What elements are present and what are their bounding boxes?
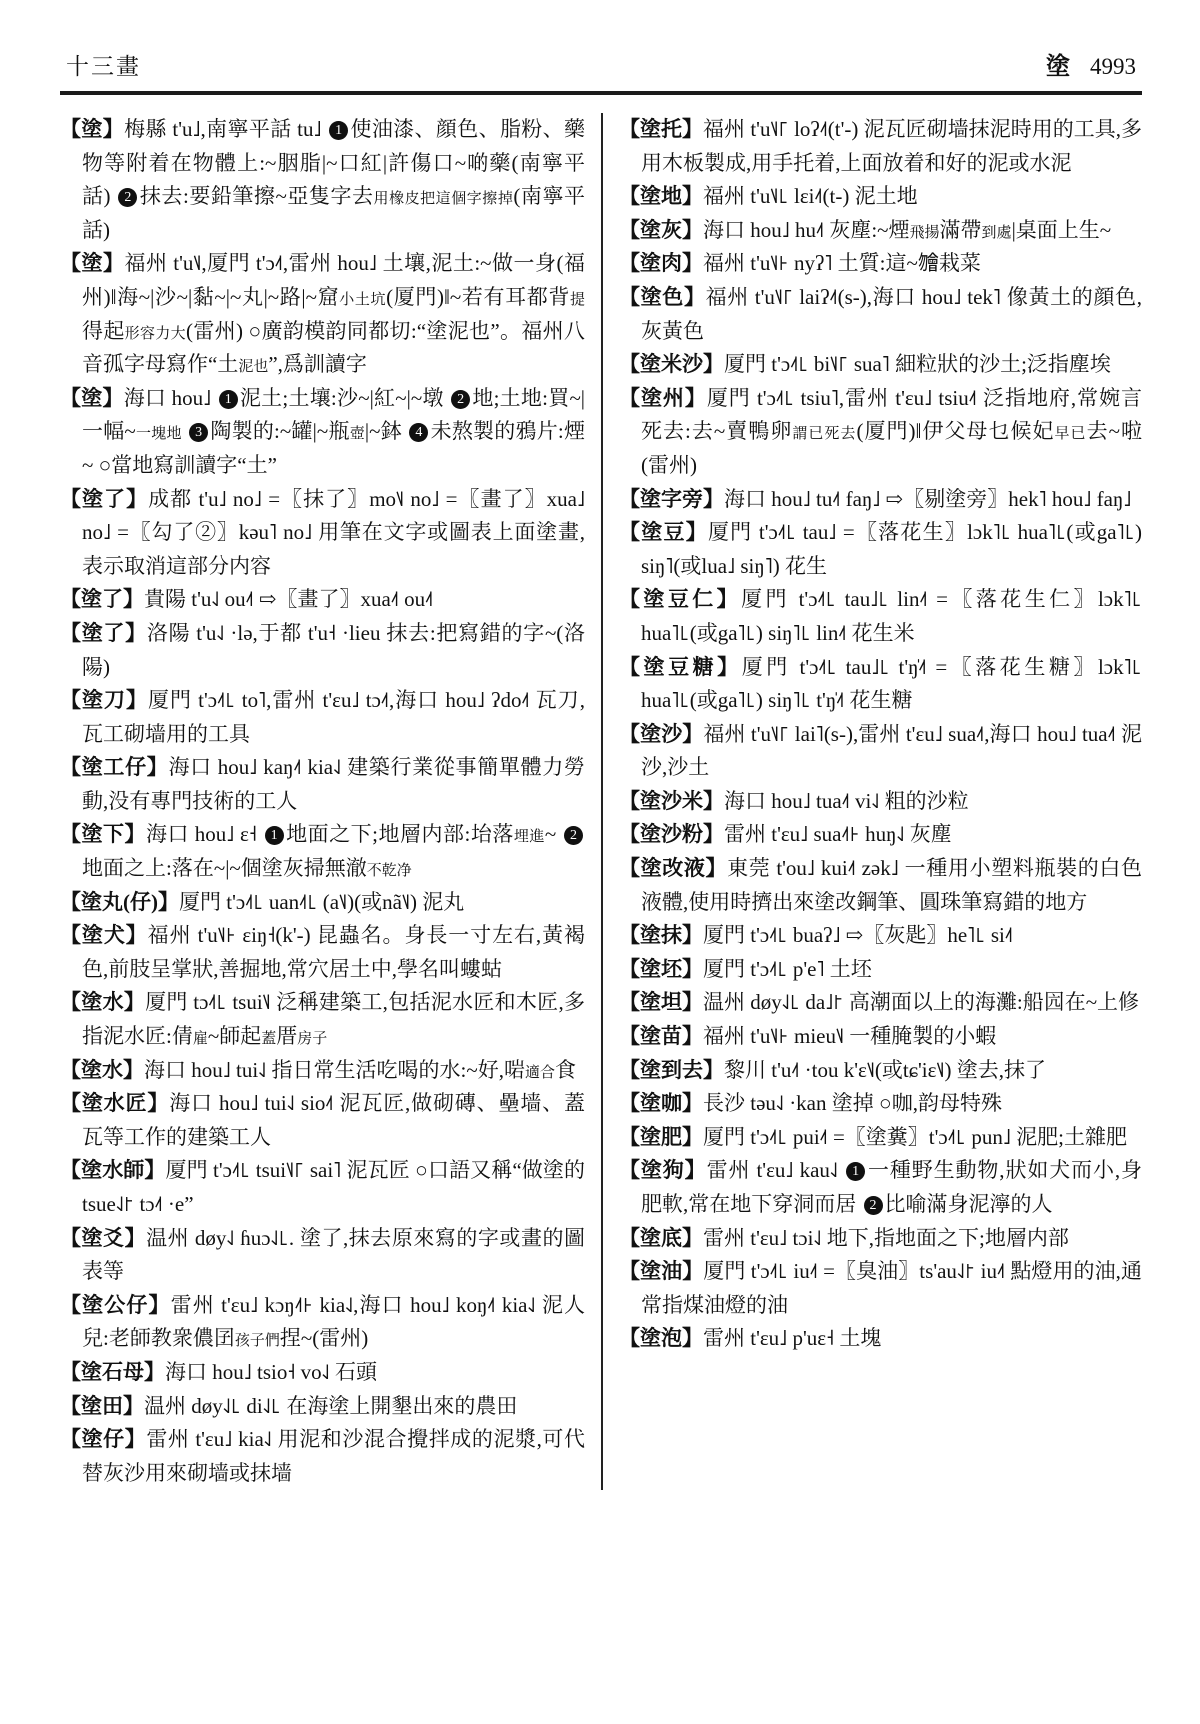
entry-text: 陶製的:~罐|~瓶	[210, 419, 350, 444]
dict-entry	[60, 113, 585, 247]
entry-headword: 【塗了】	[60, 486, 149, 511]
entry-text: 厦門 t'ɔ˨˦꜖ tau˩꜖ lin˨˦ =〖落花生仁〗lɔk˥꜖ hua˥꜖(或ga˥꜖) siŋ˥꜖ lin˨˦ 花生米	[641, 587, 1142, 645]
dict-entry	[60, 818, 585, 885]
entry-headword: 【塗咖】	[619, 1091, 703, 1116]
dict-entry	[619, 1255, 1142, 1322]
entry-text: 洛陽 t'u˨˩ ·lə,于都 t'u˧ ·lieu 抹去:把寫錯的字~(洛陽)	[82, 620, 586, 679]
entry-text: 海口 hou˩ kaŋ˨˦ kia˨˩ 建築行業從事簡單體力勞動,没有專門技術的工人	[82, 755, 586, 813]
entry-text: 厦門 t'ɔ˨˦꜖ iu˨˦ =〖臭油〗ts'au˨˩꜓ iu˨˦ 點燈用的油,通常指煤油燈的油	[641, 1259, 1143, 1317]
entry-text: 黎川 t'u˨˦ ·tou k'ɛ˥˩(或tɕ'iɛ˥˩) 塗去,抹了	[724, 1057, 1046, 1082]
entry-text: 厦門 t'ɔ˨˦꜖ p'e˥ 土坯	[703, 956, 872, 981]
entry-headword: 【塗】	[60, 385, 124, 410]
entry-text: 比喻滿身泥濘的人	[884, 1192, 1053, 1216]
entry-headword: 【塗了】	[60, 587, 144, 612]
circled-number: 1	[329, 121, 348, 140]
gloss-text: 適合	[524, 1064, 555, 1081]
entry-text: (厦門)‖伊父母乜候妃	[856, 419, 1055, 444]
dict-entry	[60, 886, 585, 920]
entry-text: 海口 hou˩ tu˨˦ faŋ˩ ⇨〖剔塗旁〗hek˥ hou˩ faŋ˩	[724, 486, 1132, 511]
entry-headword: 【塗狗】	[619, 1158, 707, 1183]
gloss-text: 埋進	[513, 829, 545, 846]
gloss-text: 孩子們	[234, 1333, 280, 1350]
dict-entry	[619, 1322, 1142, 1356]
entry-text: 雷州 t'ɛu˩ tɔi˨˩ 地下,指地面之下;地層内部	[703, 1225, 1069, 1250]
gloss-text: 飛揚	[909, 224, 940, 241]
entry-headword: 【塗水】	[60, 990, 146, 1015]
entry-headword: 【塗字旁】	[619, 486, 724, 511]
entry-headword: 【塗工仔】	[60, 755, 169, 780]
dict-entry	[60, 483, 585, 584]
entry-text: ~	[544, 822, 562, 847]
entry-text: 福州 t'u˥˩꜔ nyʔ˥ 土質:這~𣍐栽菜	[703, 251, 981, 276]
entry-text: (厦門)‖~若有耳都背	[386, 284, 570, 309]
dict-entry	[619, 1154, 1142, 1221]
entry-headword: 【塗水】	[60, 1057, 144, 1082]
entry-headword: 【塗到去】	[619, 1057, 724, 1082]
dict-entry	[619, 785, 1142, 819]
entry-text: 海口 hou˩ ɛ˧	[146, 822, 263, 847]
entry-text: 福州 t'u˥˩꜒ laiʔ˨˦(s-),海口 hou˩ tek˥ 像黃土的顔色,灰黃色	[641, 284, 1143, 343]
entry-headword: 【塗豆糖】	[619, 654, 742, 679]
gloss-text: 蓋	[261, 1031, 277, 1048]
entry-text: 海口 hou˩ tui˨˩ sio˨˦ 泥瓦匠,做砌磚、壘墙、蓋瓦等工作的建築工人	[82, 1091, 586, 1149]
dict-entry	[619, 214, 1142, 248]
gloss-text: 泥也	[238, 359, 269, 376]
circled-number: 3	[189, 423, 208, 442]
entry-headword: 【塗水匠】	[60, 1091, 170, 1116]
dict-entry	[60, 1154, 585, 1221]
dict-entry	[619, 953, 1142, 987]
entry-headword: 【塗苗】	[619, 1024, 703, 1049]
dict-entry	[60, 617, 585, 684]
entry-headword: 【塗刀】	[60, 688, 148, 713]
column-left	[60, 113, 601, 1490]
gloss-text: 一塊地	[135, 426, 182, 443]
entry-text	[182, 419, 187, 443]
entry-headword: 【塗沙】	[619, 721, 704, 746]
entry-headword: 【塗坯】	[619, 956, 703, 981]
dict-entry	[619, 1020, 1142, 1054]
entry-text: (雷州) ○廣韵模韵同都切:“塗泥也”。福州八音孤字母寫作“土	[82, 318, 585, 377]
entry-text: 海口 hou˩	[123, 385, 217, 410]
entry-headword: 【塗】	[60, 251, 125, 276]
dict-entry	[619, 818, 1142, 852]
entry-text: 海口 hou˩ tua˨˦ vi˨˩ 粗的沙粒	[724, 788, 969, 813]
dict-entry	[60, 1222, 585, 1289]
entry-headword: 【塗沙米】	[619, 788, 724, 813]
dict-entry	[619, 180, 1142, 214]
dict-entry	[619, 281, 1142, 348]
gloss-text: 提	[569, 291, 585, 308]
two-column-body	[60, 113, 1142, 1490]
entry-text: 雷州 t'ɛu˩ kia˨˩ 用泥和沙混合攪拌成的泥漿,可代替灰沙用來砌墙或抹墙	[82, 1427, 586, 1485]
gloss-text: 雇	[192, 1031, 208, 1048]
dict-entry	[619, 516, 1142, 583]
entry-text: ~師起	[207, 1024, 262, 1049]
dict-entry	[619, 651, 1142, 718]
entry-text: 厦門 t'ɔ˨˦꜖ pui˨˦ =〖塗糞〗t'ɔ˨˦꜖ pun˩ 泥肥;土雜肥	[703, 1124, 1128, 1149]
circled-number: 1	[219, 390, 238, 409]
entry-headword: 【塗仔】	[60, 1427, 147, 1452]
entry-text: 厦門 tɔ˨˦꜖ tsui˥˩ 泛稱建築工,包括泥水匠和木匠,多指泥水匠:倩	[82, 990, 585, 1049]
entry-headword: 【塗爻】	[60, 1225, 147, 1250]
dict-entry	[619, 852, 1142, 919]
dict-entry	[619, 348, 1142, 382]
page-header	[60, 46, 1142, 95]
entry-text: 温州 døy˨˩꜖ da˩꜓ 高潮面以上的海灘:船囥在~上修	[703, 990, 1140, 1015]
entry-text: 梅縣 t'u˩,南寧平話 tu˩	[124, 117, 328, 141]
circled-number: 2	[118, 188, 137, 207]
dict-entry	[60, 583, 585, 617]
entry-text: 一種野生動物,狀如犬而小,身肥軟,常在地下穿洞而居	[641, 1158, 1143, 1216]
gloss-text: 房子	[297, 1031, 328, 1048]
gloss-text: 謂已死去	[792, 426, 857, 443]
entry-text: 長沙 təu˨˩ ·kan 塗掉 ○咖,韵母特殊	[703, 1091, 1002, 1116]
entry-text: 厦門 t'ɔ˨˦꜖ tau˩ =〖落花生〗lɔk˥꜖ hua˥꜖(或ga˥꜖) siŋ˥(或lua˩ siŋ˥) 花生	[641, 520, 1143, 578]
circled-number: 1	[846, 1162, 865, 1181]
entry-text: 使油漆、顔色、脂粉、藥物等附着在物體上:~胭脂|~口紅|許傷口~啲藥(南寧平話)	[82, 117, 586, 209]
entry-text: 滿帶	[939, 217, 982, 242]
page-number: 4993	[1090, 54, 1136, 79]
dict-entry	[60, 1054, 585, 1088]
entry-text: 厦門 t'ɔ˨˦꜖ tsiu˥,雷州 t'ɛu˩ tsiu˨˦ 泛指地府,常婉言死去:去~賣鴨卵	[641, 385, 1142, 444]
entry-headword: 【塗沙粉】	[619, 822, 724, 847]
circled-number: 2	[864, 1196, 883, 1215]
section-label: 十三畫	[66, 54, 141, 79]
entry-headword: 【塗底】	[619, 1225, 703, 1250]
entry-text: (南寧平話)	[82, 184, 585, 242]
entry-text: 東莞 t'ou˩ kui˨˦ zək˩ 一種用小塑料瓶裝的白色液體,使用時擠出來塗改鋼筆、圓珠筆寫錯的地方	[641, 856, 1143, 914]
gloss-text: 早已	[1054, 426, 1087, 443]
dict-entry	[60, 1356, 585, 1390]
entry-text: |~鉢	[364, 419, 408, 444]
entry-text: ”,爲訓讀字	[268, 352, 367, 377]
entry-headword: 【塗丸(仔)】	[60, 889, 179, 914]
entry-headword: 【塗犬】	[60, 923, 148, 948]
dict-entry	[619, 483, 1142, 517]
entry-headword: 【塗泡】	[619, 1326, 703, 1351]
dict-entry	[619, 113, 1142, 180]
entry-text: 海口 hou˩ tui˨˩ 指日常生活吃喝的水:~好,啱	[144, 1057, 525, 1082]
entry-text: 厦門 t'ɔ˨˦꜖ uan˨˦꜖ (a˥˩)(或nã˥˩) 泥丸	[179, 889, 465, 914]
circled-number: 2	[564, 826, 583, 845]
dict-entry	[619, 1087, 1142, 1121]
entry-text: 地;土地:買~|一幅~	[82, 385, 586, 444]
entry-text: 厦門 t'ɔ˨˦꜖ to˥,雷州 t'ɛu˩ tɔ˨˦,海口 hou˩ ʔdo˨˦ 瓦刀,瓦工砌墙用的工具	[82, 688, 586, 746]
dict-entry	[619, 986, 1142, 1020]
gloss-text: 形容力大	[124, 325, 186, 342]
entry-text: 得起	[82, 318, 125, 343]
entry-headword: 【塗灰】	[619, 217, 703, 242]
entry-headword: 【塗下】	[60, 822, 147, 847]
entry-headword: 【塗水師】	[60, 1158, 166, 1183]
entry-text: 雷州 t'ɛu˩ kɔŋ˨˦꜔ kia˨˩,海口 hou˩ koŋ˨˦ kia˨˩ 泥人兒:老師教衆儂囝	[82, 1292, 586, 1351]
entry-text: 雷州 t'ɛu˩ p'uɛ˧ 土塊	[703, 1326, 882, 1351]
dict-entry	[60, 1289, 585, 1356]
gloss-text: 不乾净	[366, 863, 412, 880]
entry-text: 成都 t'u˩ no˩ =〖抹了〗mo˥˩ no˩ =〖畫了〗xua˩ no˩ =〖勾了②〗kəu˥ no˩ 用筆在文字或圖表上面塗畫,表示取消這部分内容	[82, 486, 586, 578]
entry-text: 抹去:要鉛筆擦~亞隻字去	[139, 184, 374, 209]
gloss-text: 小土坑	[339, 291, 387, 308]
entry-headword: 【塗改液】	[619, 856, 728, 881]
entry-text: 地面之下;地層内部:坮落	[285, 822, 514, 847]
dict-entry	[619, 247, 1142, 281]
dict-entry	[60, 684, 585, 751]
entry-text: 貴陽 t'u˨˩ ou˨˦ ⇨〖畫了〗xua˨˦ ou˨˦	[144, 587, 434, 612]
entry-text: 福州 t'u˥˩꜒ loʔ˨˦(t'-) 泥瓦匠砌墙抹泥時用的工具,多用木板製成,用手托着,上面放着和好的泥或水泥	[641, 117, 1143, 175]
dict-entry	[60, 247, 585, 381]
entry-headword: 【塗豆仁】	[619, 587, 742, 612]
dict-entry	[60, 1423, 585, 1490]
dict-entry	[619, 718, 1142, 785]
entry-text: 厦門 t'ɔ˨˦꜖ tsui˥˩꜒ sai˥ 泥瓦匠 ○口語又稱“做塗的 tsue˨˩꜓ tɔ˨˦ ·e”	[82, 1158, 585, 1216]
page-headword: 塗	[1046, 54, 1070, 80]
entry-text: 福州 t'u˥˩꜔ mieu˥˩ 一種腌製的小蝦	[703, 1024, 997, 1049]
entry-text: 温州 døy˨˩꜖ di˨˩꜖ 在海塗上開墾出來的農田	[144, 1393, 518, 1418]
entry-headword: 【塗州】	[619, 385, 707, 410]
dict-entry	[619, 1222, 1142, 1256]
entry-headword: 【塗石母】	[60, 1359, 165, 1384]
entry-text: 厦門 t'ɔ˨˦꜖ tau˩꜖ t'ŋ̍˨˦ =〖落花生糖〗lɔk˥꜖ hua˥꜖(或ga˥꜖) siŋ˥꜖ t'ŋ̍˨˦ 花生糖	[641, 654, 1142, 713]
entry-text: 未熬製的鴉片:煙~ ○當地寫訓讀字“土”	[82, 419, 585, 477]
entry-headword: 【塗托】	[619, 117, 704, 141]
entry-headword: 【塗地】	[619, 184, 703, 209]
entry-text: 去~啦(雷州)	[641, 419, 1142, 477]
entry-text: 厦門 t'ɔ˨˦꜖ bi˥˩꜒ sua˥ 細粒狀的沙土;泛指塵埃	[724, 352, 1111, 377]
entry-text: 海口 hou˩ tsio˧ vo˨˩ 石頭	[165, 1359, 377, 1384]
entry-text: |桌面上生~	[1011, 217, 1112, 242]
dict-entry	[60, 1087, 585, 1154]
dict-entry	[619, 583, 1142, 650]
entry-text: 福州 t'u˥˩꜒ lai˥(s-),雷州 t'ɛu˩ sua˨˦,海口 hou˩ tua˨˦ 泥沙,沙土	[641, 721, 1143, 780]
entry-headword: 【塗豆】	[619, 520, 708, 545]
entry-text: 雷州 t'ɛu˩ kau˨˩	[706, 1158, 845, 1183]
dict-entry	[60, 986, 585, 1053]
dict-entry	[60, 751, 585, 818]
entry-text: 地面之上:落在~|~個塗灰掃無澈	[82, 856, 367, 881]
entry-headword: 【塗抹】	[619, 923, 703, 948]
dict-entry	[60, 919, 585, 986]
entry-text: 福州 t'u˥˩꜖ lɛi˨˦(t-) 泥土地	[703, 184, 918, 209]
entry-headword: 【塗了】	[60, 620, 147, 645]
dict-entry	[619, 382, 1142, 483]
header-right	[1046, 46, 1136, 81]
entry-text: 厝	[276, 1024, 298, 1049]
entry-headword: 【塗公仔】	[60, 1292, 171, 1317]
entry-text: 泥土;土壤:沙~|紅~|~墩	[239, 385, 450, 410]
dict-entry	[619, 1054, 1142, 1088]
entry-headword: 【塗】	[60, 117, 125, 141]
circled-number: 2	[451, 390, 470, 409]
entry-text: 福州 t'u˥˩꜔ ɛiŋ˧(k'-) 昆蟲名。身長一寸左右,黃褐色,前肢呈掌狀,善掘地,常穴居土中,學名叫螻蛄	[82, 923, 586, 981]
gloss-text: 壺	[349, 426, 365, 443]
entry-headword: 【塗色】	[619, 284, 706, 309]
entry-headword: 【塗油】	[619, 1259, 704, 1284]
dict-entry	[619, 919, 1142, 953]
entry-text: 温州 døy˨˩ ɦuɔ˨˩꜖. 塗了,抹去原來寫的字或畫的圖表等	[82, 1225, 585, 1284]
entry-text: 雷州 t'ɛu˩ sua˨˦꜔ huŋ˨˩ 灰塵	[724, 822, 952, 847]
entry-headword: 【塗坦】	[619, 990, 703, 1015]
entry-headword: 【塗田】	[60, 1393, 144, 1418]
entry-headword: 【塗肥】	[619, 1124, 703, 1149]
column-right	[601, 113, 1142, 1490]
entry-text: 厦門 t'ɔ˨˦꜖ buaʔ˩ ⇨〖灰匙〗he˥꜖ si˨˦	[703, 923, 1013, 948]
entry-text: 福州 t'u˥˩,厦門 t'ɔ˨˦,雷州 hou˩ 土壤,泥土:~做一身(福州)‖海~|沙~|黏~|~丸|~路|~窟	[82, 251, 586, 309]
gloss-text: 到處	[981, 224, 1012, 241]
dict-entry	[619, 1121, 1142, 1155]
entry-text: 海口 hou˩ hu˨˦ 灰塵:~煙	[703, 217, 910, 242]
dict-entry	[60, 382, 585, 483]
entry-headword: 【塗肉】	[619, 251, 703, 276]
circled-number: 4	[409, 423, 428, 442]
gloss-text: 用橡皮把這個字擦掉	[373, 191, 514, 208]
circled-number: 1	[265, 826, 284, 845]
dict-entry	[60, 1390, 585, 1424]
entry-text: 捏~(雷州)	[279, 1326, 369, 1351]
entry-text: 食	[554, 1057, 576, 1082]
entry-headword: 【塗米沙】	[619, 352, 724, 377]
